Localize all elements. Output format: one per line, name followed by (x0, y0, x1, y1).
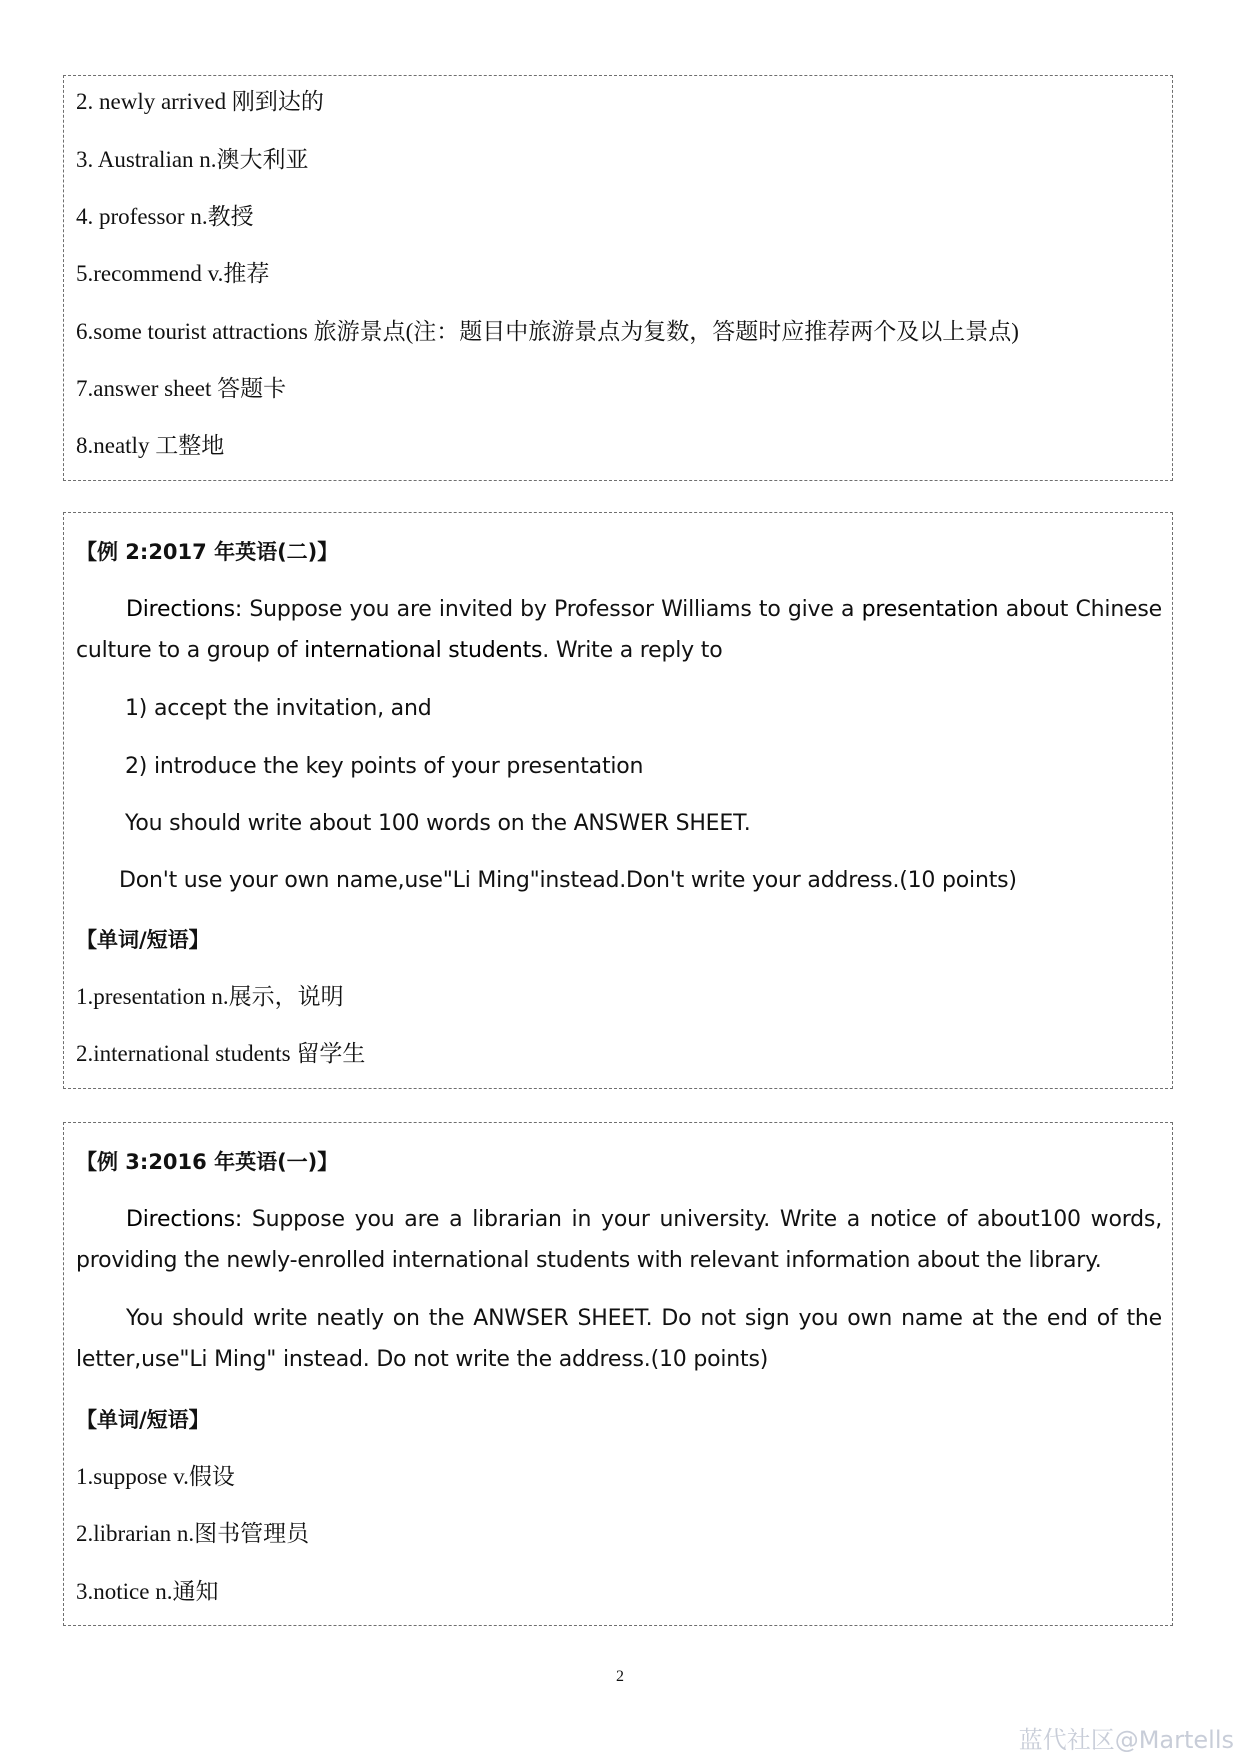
vocab-item: 7.answer sheet 答题卡 (76, 376, 287, 401)
vocab-item: 2.international students 留学生 (76, 1041, 366, 1066)
vocab-title: 【单词/短语】 (76, 928, 210, 952)
vocab-item: 1.presentation n.展示，说明 (76, 984, 344, 1009)
directions-label: Directions: (126, 1207, 243, 1232)
keyword-presentation: presentation (861, 597, 999, 622)
vocab-box-1 (63, 75, 1173, 481)
example-2-directions: Directions: Suppose you are invited by Professor Williams to give a presentation about Chinese culture to a group of international students. Write a reply to (76, 597, 1162, 663)
directions-label: Directions: (126, 597, 243, 622)
word-count-requirement: You should write about 100 words on the ANSWER SHEET. (125, 811, 751, 836)
keyword-international-students: international students (304, 638, 543, 663)
watermark: 蓝代社区@Martells (1018, 1726, 1234, 1754)
vocab-item: 6.some tourist attractions 旅游景点(注：题目中旅游景点为复数，答题时应推荐两个及以上景点) (76, 319, 1019, 344)
requirement-point-1: 1) accept the invitation, and (125, 696, 432, 721)
example-2-title: 【例 2:2017 年英语(二)】 (76, 540, 339, 564)
page-number: 2 (616, 1668, 624, 1685)
example-3-directions: Directions: Suppose you are a librarian in your university. Write a notice of about100 words, providing the newly-enrolled international students with relevant information about the library. (76, 1207, 1162, 1273)
vocab-item: 5.recommend v.推荐 (76, 261, 270, 286)
vocab-item: 1.suppose v.假设 (76, 1464, 235, 1489)
name-requirement: Don't use your own name,use"Li Ming"instead.Don't write your address.(10 points) (119, 868, 1017, 893)
requirement-point-2: 2) introduce the key points of your presentation (125, 754, 644, 779)
vocab-item: 4. professor n.教授 (76, 204, 254, 229)
vocab-title: 【单词/短语】 (76, 1408, 210, 1432)
example-3-requirements: You should write neatly on the ANWSER SHEET. Do not sign you own name at the end of the letter,use"Li Ming" instead. Do not write the address.(10 points) (76, 1306, 1162, 1372)
vocab-item: 2.librarian n.图书管理员 (76, 1521, 310, 1546)
vocab-item: 2. newly arrived 刚到达的 (76, 89, 324, 114)
vocab-item: 3. Australian n.澳大利亚 (76, 147, 309, 172)
example-3-title: 【例 3:2016 年英语(一)】 (76, 1150, 339, 1174)
example-3-box (63, 1122, 1173, 1626)
vocab-item: 8.neatly 工整地 (76, 433, 225, 458)
example-2-box (63, 512, 1173, 1089)
vocab-item: 3.notice n.通知 (76, 1579, 219, 1604)
